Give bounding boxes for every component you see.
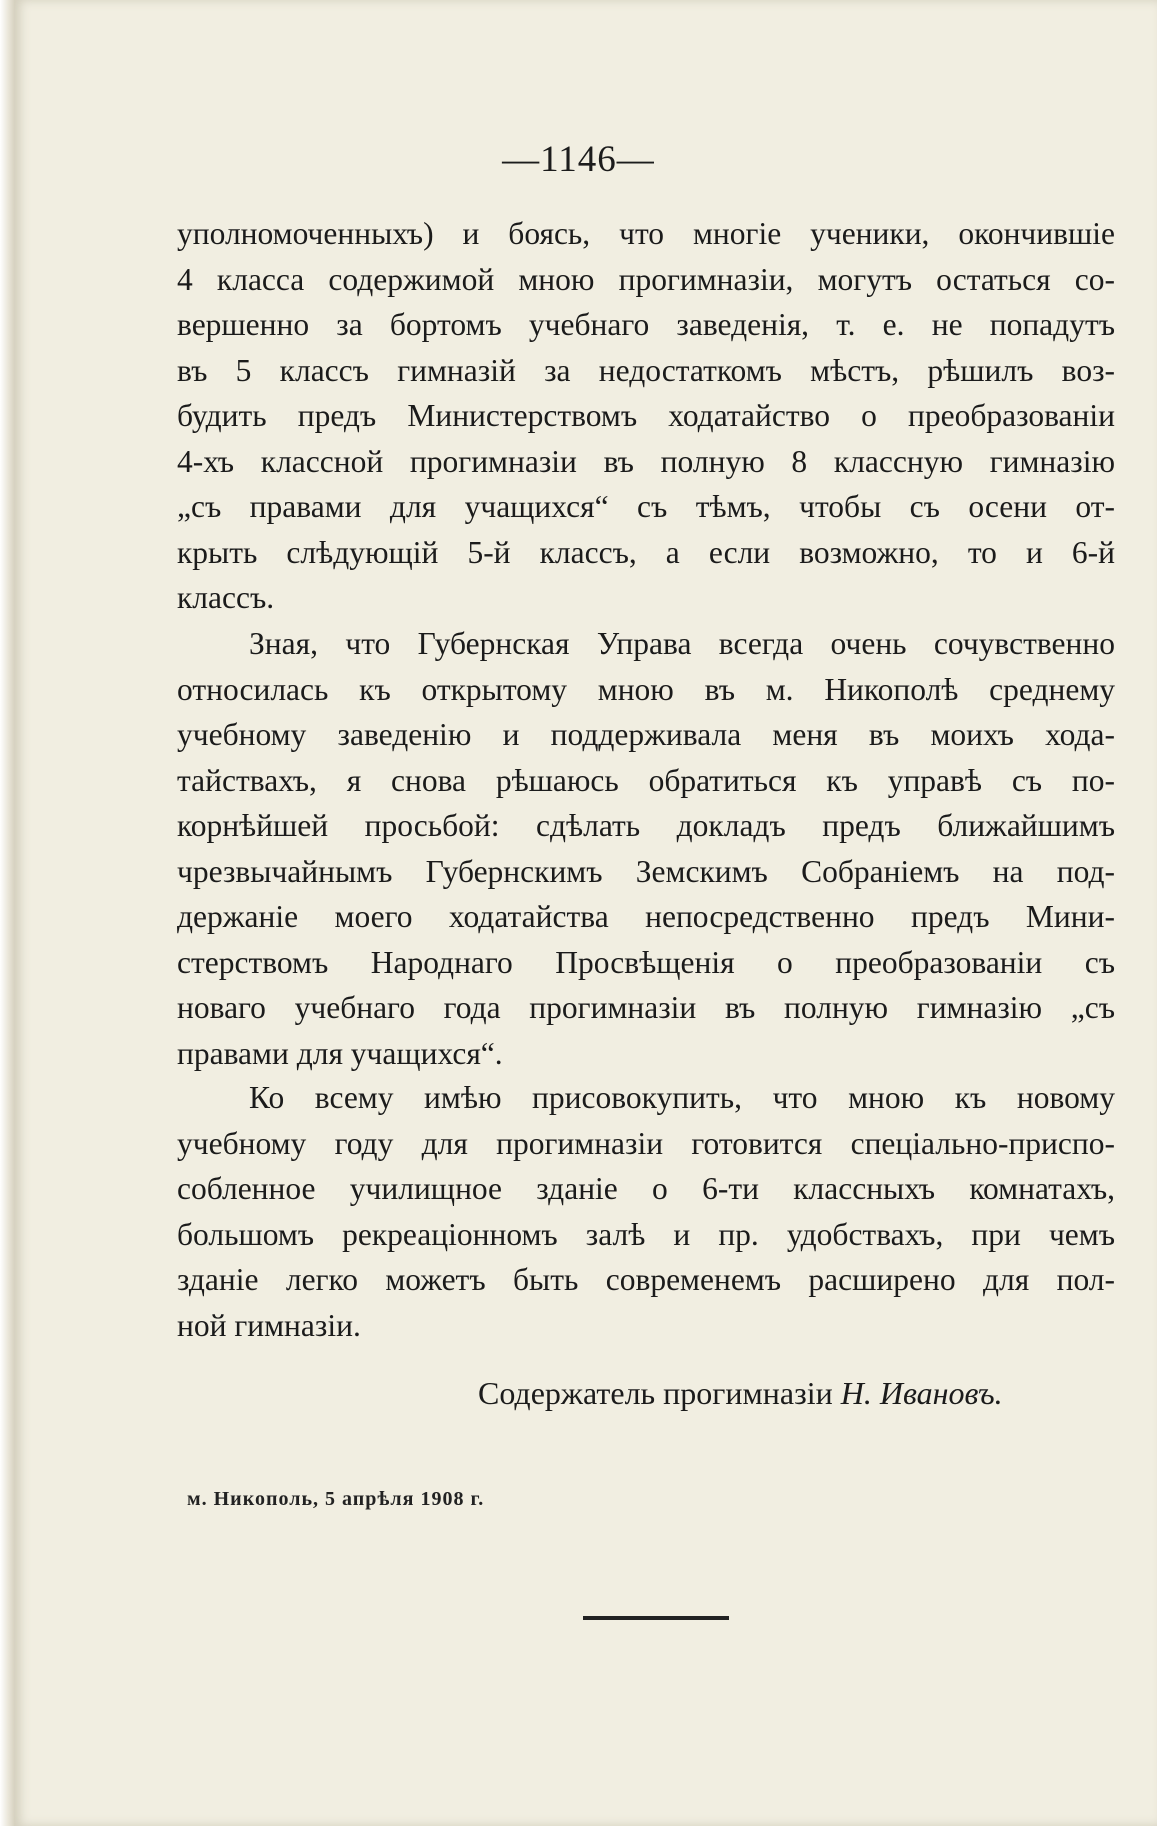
text-line: классъ.: [177, 580, 275, 615]
signature-title: Содержатель прогимназіи: [478, 1375, 833, 1411]
text-line: зданіе легко можетъ быть современемъ расширено для пол-: [177, 1262, 1115, 1297]
text-line: правами для учащихся“.: [177, 1035, 503, 1071]
end-rule: [583, 1616, 729, 1620]
text-line: относилась къ открытому мною въ м. Никополѣ среднему: [177, 671, 1115, 707]
text-line: тайствахъ, я снова рѣшаюсь обратиться къ управѣ съ по-: [177, 762, 1115, 798]
text-line: чрезвычайнымъ Губернскимъ Земскимъ Собраніемъ на под-: [177, 853, 1115, 889]
text-line: Зная, что Губернская Управа всегда очень сочувственно: [249, 626, 1115, 661]
page-left-edge: [0, 0, 14, 1826]
text-line: ной гимназіи.: [177, 1307, 361, 1343]
text-line: „съ правами для учащихся“ съ тѣмъ, чтобы съ осени от-: [177, 489, 1115, 524]
text-line: учебному году для прогимназіи готовится спеціально-приспо-: [177, 1125, 1115, 1161]
text-line: вершенно за бортомъ учебнаго заведенія, т. е. не попадутъ: [177, 307, 1115, 342]
paragraph-1: [177, 211, 1115, 621]
text-line: держаніе моего ходатайства непосредственно предъ Мини-: [177, 899, 1115, 934]
text-line: уполномоченныхъ) и боясь, что многіе ученики, окончившіе: [177, 216, 1115, 251]
text-line: будить предъ Министерствомъ ходатайство о преобразованіи: [177, 398, 1115, 433]
text-line: большомъ рекреаціонномъ залѣ и пр. удобствахъ, при чемъ: [177, 1216, 1115, 1252]
paragraph-2: [177, 621, 1115, 1076]
signature-name: Н. Ивановъ.: [840, 1375, 1003, 1411]
text-line: въ 5 классъ гимназій за недостаткомъ мѣстъ, рѣшилъ воз-: [177, 352, 1115, 388]
text-line: собленное училищное зданіе о 6-ти классныхъ комнатахъ,: [177, 1171, 1115, 1206]
text-line: крыть слѣдующій 5-й классъ, а если возможно, то и 6-й: [177, 534, 1115, 570]
paragraph-3: [177, 1075, 1115, 1348]
text-line: корнѣйшей просьбой: сдѣлать докладъ предъ ближайшимъ: [177, 808, 1115, 843]
text-line: учебному заведенію и поддерживала меня въ моихъ хода-: [177, 717, 1115, 752]
text-line: 4 класса содержимой мною прогимназіи, могутъ остаться со-: [177, 261, 1115, 297]
dateline: м. Никополь, 5 апрѣля 1908 г.: [187, 1488, 485, 1510]
text-line: новаго учебнаго года прогимназіи въ полную гимназію „съ: [177, 990, 1115, 1025]
text-line: 4-хъ классной прогимназіи въ полную 8 классную гимназію: [177, 443, 1115, 479]
signature: [478, 1375, 1003, 1412]
text-line: стерствомъ Народнаго Просвѣщенія о преобразованіи съ: [177, 944, 1115, 980]
page-number: —1146—: [502, 139, 655, 180]
text-line: Ко всему имѣю присовокупить, что мною къ новому: [249, 1080, 1115, 1115]
